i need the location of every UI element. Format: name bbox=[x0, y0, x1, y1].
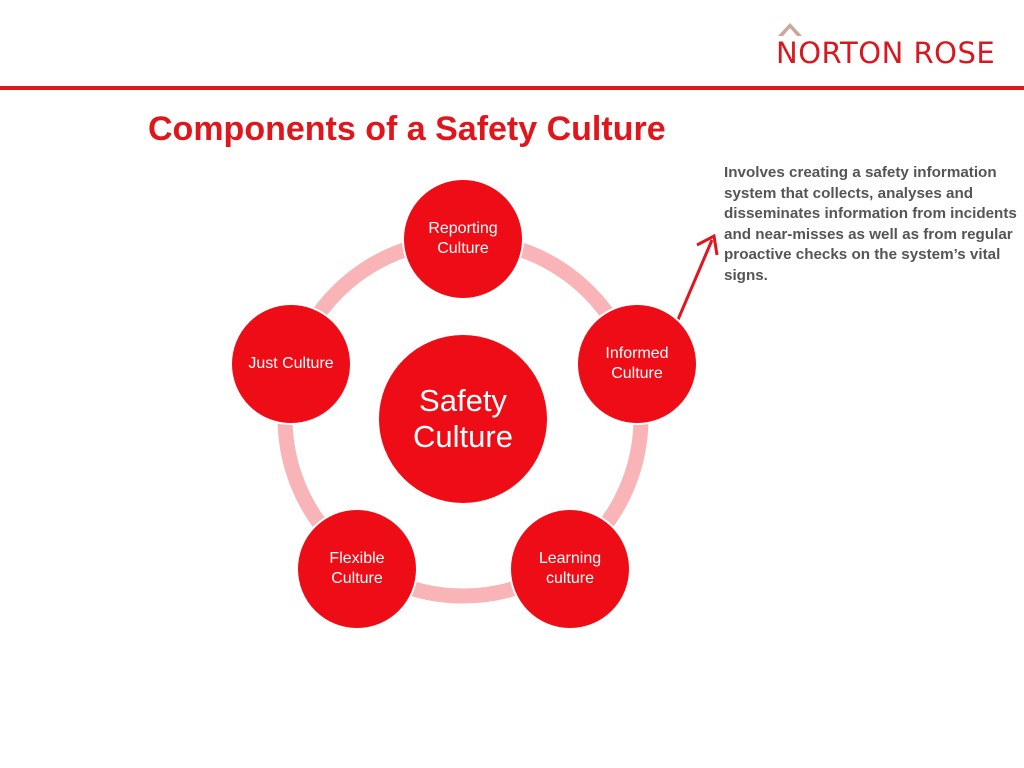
node-just-label: Just Culture bbox=[248, 355, 334, 372]
node-learning-label: Learning culture bbox=[538, 550, 602, 587]
node-informed-label: Informed Culture bbox=[605, 345, 669, 382]
node-learning-culture bbox=[509, 508, 631, 630]
informed-culture-annotation: Involves creating a safety information system that collects, analyses and disseminates information from incidents and near-misses as well as from regular proactive checks on the system’s vital signs. bbox=[724, 164, 1017, 284]
node-reporting-culture bbox=[402, 178, 524, 300]
logo-text: NORTON ROSE bbox=[776, 36, 996, 70]
node-flexible-culture bbox=[296, 508, 418, 630]
center-label: Safety Culture bbox=[413, 383, 513, 454]
slide-title: Components of a Safety Culture bbox=[148, 110, 666, 148]
annotation-arrow-shaft bbox=[677, 240, 712, 322]
node-just-culture bbox=[230, 303, 352, 425]
node-reporting-label: Reporting Culture bbox=[428, 220, 498, 257]
node-safety-culture bbox=[377, 333, 549, 505]
node-informed-culture bbox=[576, 303, 698, 425]
node-flexible-label: Flexible Culture bbox=[329, 550, 385, 587]
